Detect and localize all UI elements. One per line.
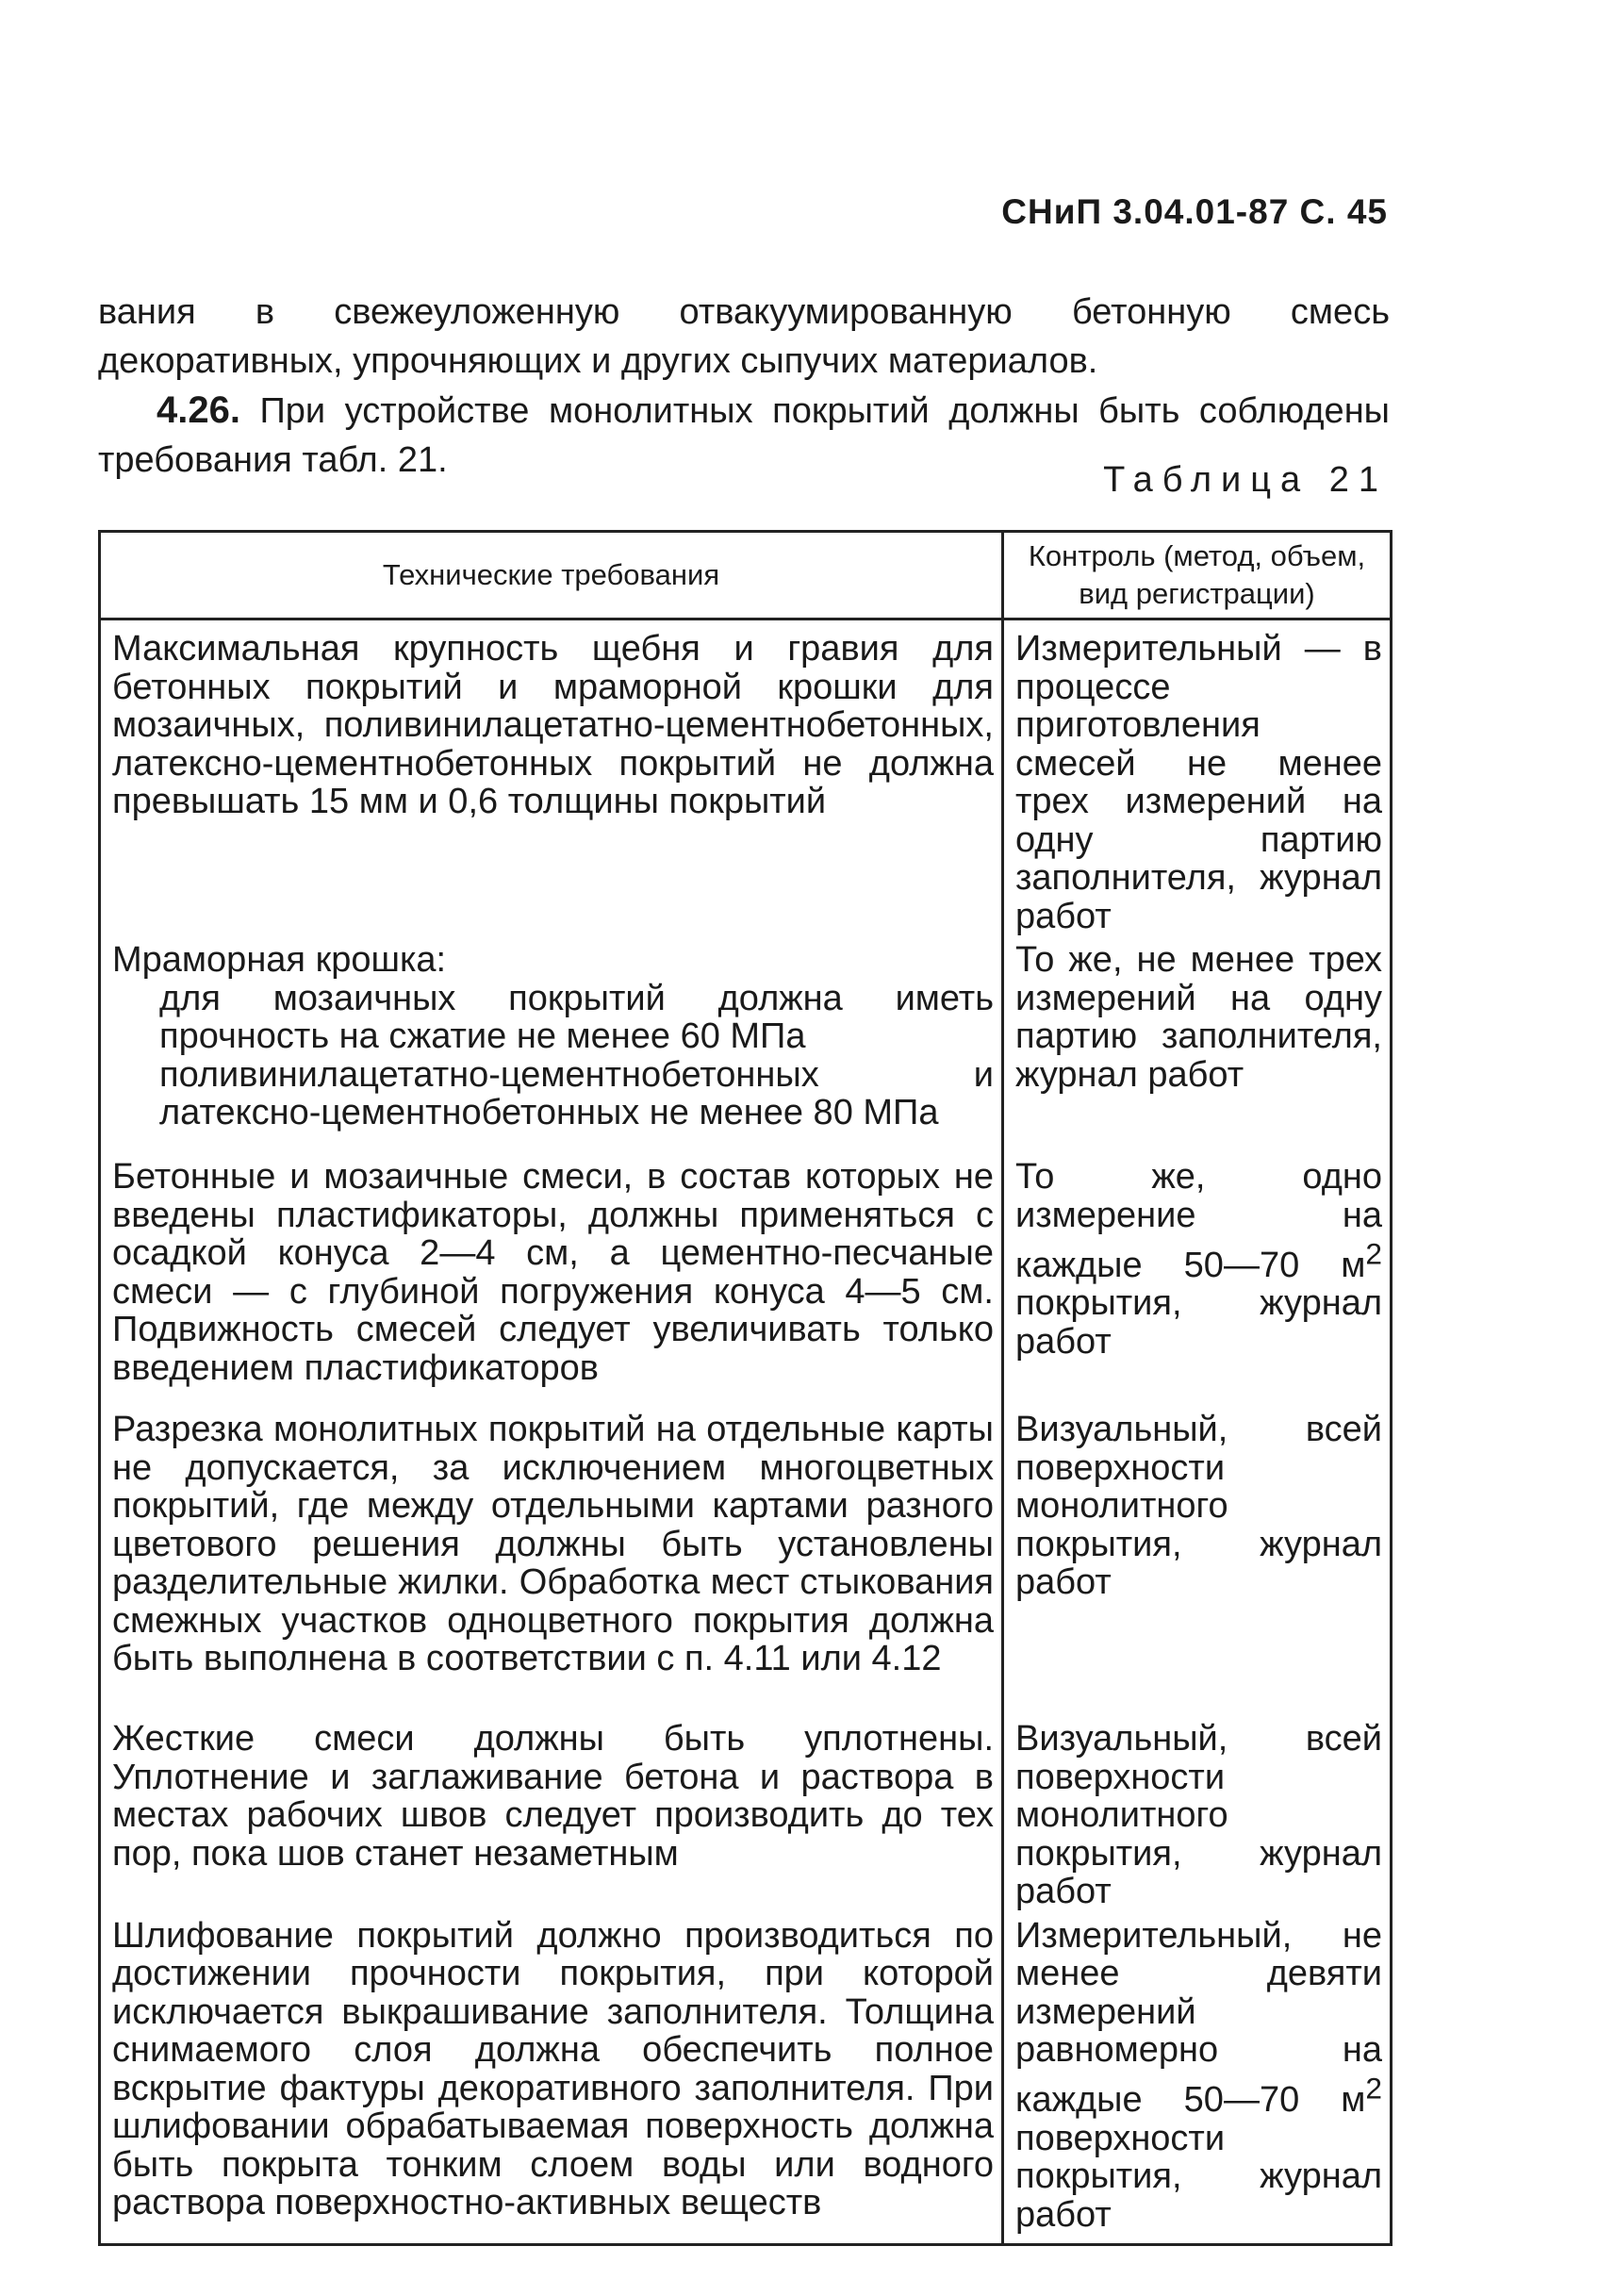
requirement-cell xyxy=(100,935,1003,1152)
table-header-row xyxy=(100,532,1392,619)
intro-continuation: вания в свежеуложенную отвакуумированную бетонную смесь декоративных, упрочняющих и других сыпучих материалов. xyxy=(98,292,1390,381)
requirement-title: Мраморная крошка: xyxy=(112,940,447,980)
control-text: Визуальный, всей поверхности монолитного покрытия, журнал работ xyxy=(1015,1410,1382,1602)
requirement-cell xyxy=(100,619,1003,936)
control-cell xyxy=(1003,935,1392,1152)
control-text: Визуальный, всей поверхности монолитного покрытия, журнал работ xyxy=(1015,1719,1382,1911)
control-text: Измерительный, не менее девяти измерений равномерно на каждые 50—70 $м^2$ поверхности покрытия, журнал работ xyxy=(1015,1915,1382,2235)
clause-text: При устройстве монолитных покрытий должны быть соблюдены требования табл. 21. xyxy=(98,391,1390,480)
control-text: То же, одно измерение на каждые 50—70 $м^2$ покрытия, журнал работ xyxy=(1015,1157,1382,1362)
control-cell xyxy=(1003,1714,1392,1911)
control-text: То же, не менее трех измерений на одну партию заполнителя, журнал работ xyxy=(1015,940,1382,1095)
header-control: Контроль (метод, объем, вид регистрации) xyxy=(1003,532,1392,619)
table-row xyxy=(100,1911,1392,2245)
control-cell xyxy=(1003,619,1392,936)
requirement-cell xyxy=(100,1714,1003,1911)
document-header-code: СНиП 3.04.01-87 С. 45 xyxy=(1001,192,1388,231)
requirement-item: для мозаичных покрытий должна иметь прочность на сжатие не менее 60 МПа xyxy=(159,978,994,1056)
requirement-text: Разрезка монолитных покрытий на отдельные карты не допускается, за исключением многоцветных покрытий, где между отдельными картами разного цветового решения должны быть установлены разделительные жилки. Обработка мест стыкования смежных участков одноцветного покрытия должна быть выполнена в соответствии с п. 4.11 или 4.12 xyxy=(112,1410,994,1678)
control-cell xyxy=(1003,1911,1392,2245)
table-row xyxy=(100,1405,1392,1714)
table-row xyxy=(100,1714,1392,1911)
requirement-cell xyxy=(100,1911,1003,2245)
header-requirements: Технические требования xyxy=(100,532,1003,619)
requirements-table xyxy=(98,530,1393,2246)
table-row xyxy=(100,1152,1392,1405)
table-row xyxy=(100,935,1392,1152)
table-caption: Таблица 21 xyxy=(1103,460,1388,500)
control-cell xyxy=(1003,1152,1392,1405)
requirement-cell xyxy=(100,1152,1003,1405)
control-cell xyxy=(1003,1405,1392,1714)
requirement-text: Шлифование покрытий должно производиться по достижении прочности покрытия, при которой исключается выкрашивание заполнителя. Толщина снимаемого слоя должна обеспечить полное вскрытие фактуры декоративного заполнителя. При шлифовании обрабатываемая поверхность должна быть покрыта тонким слоем воды или водного раствора поверхностно-активных веществ xyxy=(112,1915,994,2222)
requirement-text: Бетонные и мозаичные смеси, в состав которых не введены пластификаторы, должны применяться с осадкой конуса 2—4 см, а цементно-песчаные смеси — с глубиной погружения конуса 4—5 см. Подвижность смесей следует увеличивать только введением пластификаторов xyxy=(112,1157,994,1388)
intro-text xyxy=(98,288,1390,485)
requirement-text: Максимальная крупность щебня и гравия для бетонных покрытий и мраморной крошки для мозаичных, поливинилацетатно-цементнобетонных, латексно-цементнобетонных покрытий не должна превышать 15 мм и 0,6 толщины покрытий xyxy=(112,629,994,821)
superscript: 2 xyxy=(1365,1236,1382,1270)
table-row xyxy=(100,619,1392,936)
superscript: 2 xyxy=(1365,2071,1382,2106)
requirement-cell xyxy=(100,1405,1003,1714)
control-text: Измерительный — в процессе приготовления смесей не менее трех измерений на одну партию заполнителя, журнал работ xyxy=(1015,629,1382,936)
requirement-item: поливинилацетатно-цементнобетонных и латексно-цементнобетонных не менее 80 МПа xyxy=(159,1054,994,1132)
requirement-text: Жесткие смеси должны быть уплотнены. Уплотнение и заглаживание бетона и раствора в местах рабочих швов следует производить до тех пор, пока шов станет незаметным xyxy=(112,1719,994,1874)
clause-number: 4.26. xyxy=(157,389,240,431)
